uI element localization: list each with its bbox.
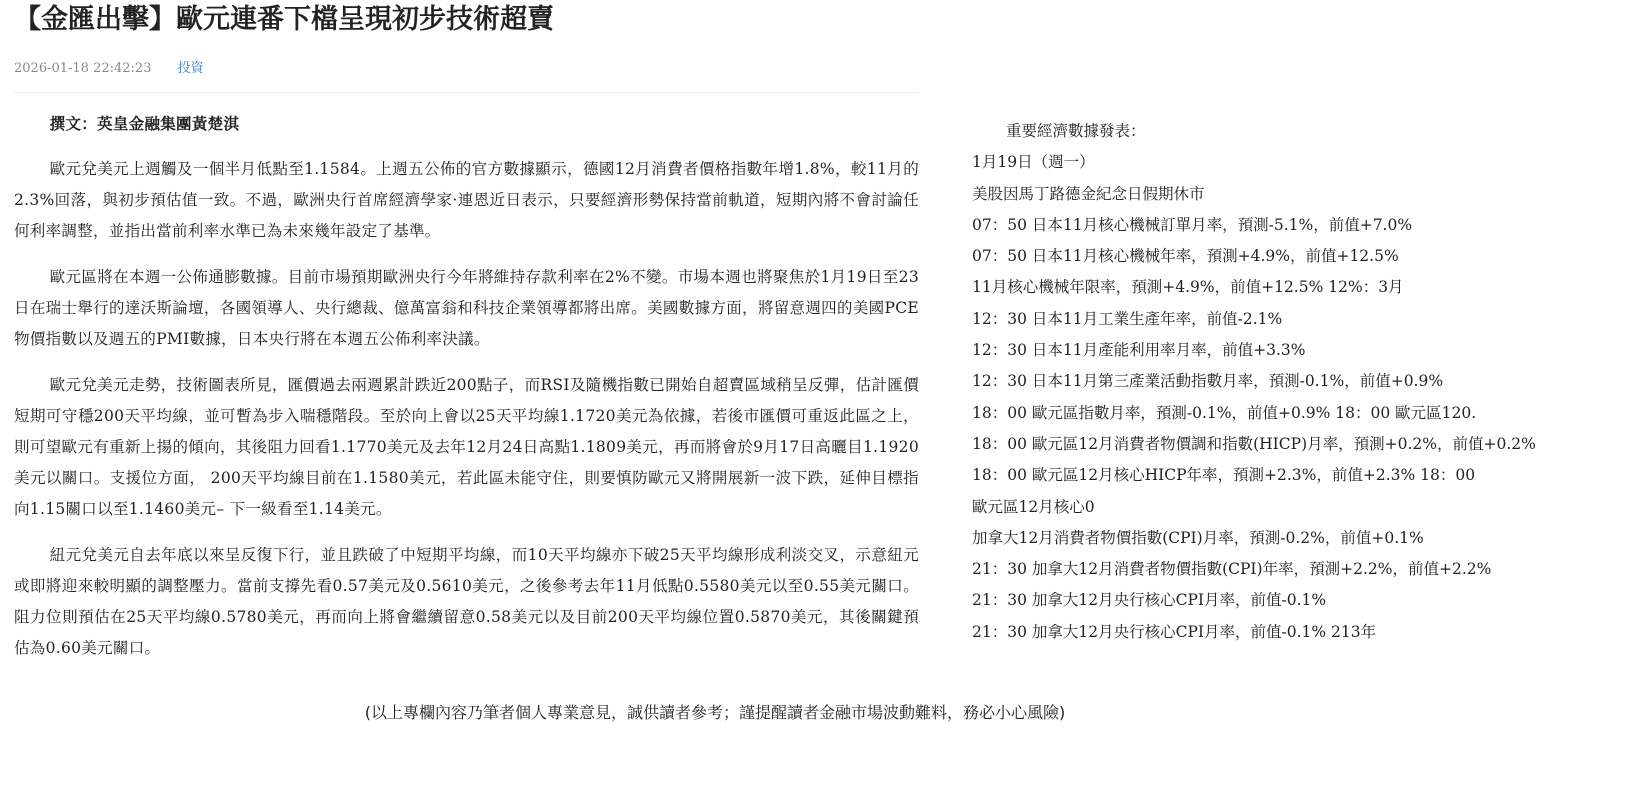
economic-data-sidebar [972, 116, 1642, 648]
sidebar-item: 07：50 日本11月核心機械年率，預測+4.9%，前值+12.5% [972, 247, 1399, 266]
category-link[interactable]: 投資 [177, 61, 204, 76]
article-body [14, 108, 919, 679]
article-paragraph-4: 紐元兌美元自去年底以來呈反復下行，並且跌破了中短期平均線，而10天平均線亦下破25天平均線形成利淡交叉，示意紐元或即將迎來較明顯的調整壓力。當前支撐先看0.57美元及0.5610美元，之後參考去年11月低點0.5580美元以至0.55美元關口。阻力位則預估在25天平均線0.5780美元，再而向上將會繼續留意0.58美元以及目前200天平均線位置0.5870美元，其後關鍵預估為0.60美元關口。 [14, 546, 919, 657]
sidebar-item: 21：30 加拿大12月央行核心CPI月率，前值-0.1% 213年 [972, 622, 1377, 641]
sidebar-item: 歐元區12月核心0 [972, 497, 1095, 516]
sidebar-item: 美股因馬丁路德金紀念日假期休市 [972, 184, 1205, 203]
sidebar-item: 18：00 歐元區指數月率，預測-0.1%，前值+0.9% 18：00 歐元區120. [972, 403, 1477, 422]
article-paragraph-2: 歐元區將在本週一公佈通膨數據。目前市場預期歐洲央行今年將維持存款利率在2%不變。市場本週也將聚焦於1月19日至23日在瑞士舉行的達沃斯論壇，各國領導人、央行總裁、億萬富翁和科技企業領導都將出席。美國數據方面，將留意週四的美國PCE物價指數以及週五的PMI數據，日本央行將在本週五公佈利率決議。 [14, 268, 919, 348]
sidebar-item: 18：00 歐元區12月核心HICP年率，預測+2.3%，前值+2.3% 18：00 [972, 466, 1476, 485]
sidebar-item: 11月核心機械年限率，預測+4.9%，前值+12.5% 12%：3月 [972, 278, 1404, 297]
sidebar-heading: 重要經濟數據發表： [1006, 122, 1146, 140]
author-byline: 撰文：英皇金融集團黃楚淇 [49, 114, 240, 133]
sidebar-item: 07：50 日本11月核心機械訂單月率，預測-5.1%，前值+7.0% [972, 215, 1413, 234]
sidebar-item: 1月19日（週一） [972, 153, 1095, 172]
sidebar-item: 12：30 日本11月工業生產年率，前值-2.1% [972, 309, 1283, 328]
article-paragraph-3: 歐元兌美元走勢，技術圖表所見，匯價過去兩週累計跌近200點子，而RSI及隨機指數已開始自超賣區域稍呈反彈，估計匯價短期可守穩200天平均線，並可暫為步入喘穩階段。至於向上會以25天平均線1.1720美元為依據，若後市匯價可重返此區之上，則可望歐元有重新上揚的傾向，其後阻力回看1.1770美元及去年12月24日高點1.1809美元，再而將會於9月17日高曬目1.1920美元以關口。支援位方面， 200天平均線目前在1.1580美元，若此區未能守住，則要慎防歐元又將開展新一波下跌，延伸目標指向1.15關口以至1.1460美元– 下一級看至1.14美元。 [14, 376, 919, 518]
sidebar-item: 12：30 日本11月第三產業活動指數月率，預測-0.1%，前值+0.9% [972, 372, 1444, 391]
sidebar-item: 12：30 日本11月產能利用率月率，前值+3.3% [972, 341, 1306, 360]
sidebar-item: 加拿大12月消費者物價指數(CPI)月率，預測-0.2%，前值+0.1% [972, 528, 1424, 547]
disclaimer: (以上專欄內容乃筆者個人專業意見，誠供讀者參考；謹提醒讀者金融市場波動難料，務必小心風險) [364, 703, 1066, 722]
sidebar-item: 18：00 歐元區12月消費者物價調和指數(HICP)月率，預測+0.2%，前值+0.2% [972, 434, 1536, 453]
sidebar-item: 21：30 加拿大12月央行核心CPI月率，前值-0.1% [972, 591, 1327, 610]
article-paragraph-1: 歐元兌美元上週觸及一個半月低點至1.1584。上週五公佈的官方數據顯示，德國12月消費者價格指數年增1.8%，較11月的2.3%回落，與初步預估值一致。不過，歐洲央行首席經濟學家·連恩近日表示，只要經濟形勢保持當前軌道，短期內將不會討論任何利率調整，並指出當前利率水準已為未來幾年設定了基準。 [14, 160, 919, 240]
article-title: 【金匯出擊】歐元連番下檔呈現初步技術超賣 [14, 4, 554, 35]
sidebar-item: 21：30 加拿大12月消費者物價指數(CPI)年率，預測+2.2%，前值+2.2% [972, 560, 1492, 579]
article-meta [14, 62, 919, 93]
publish-date: 2026-01-18 22:42:23 [14, 61, 152, 76]
